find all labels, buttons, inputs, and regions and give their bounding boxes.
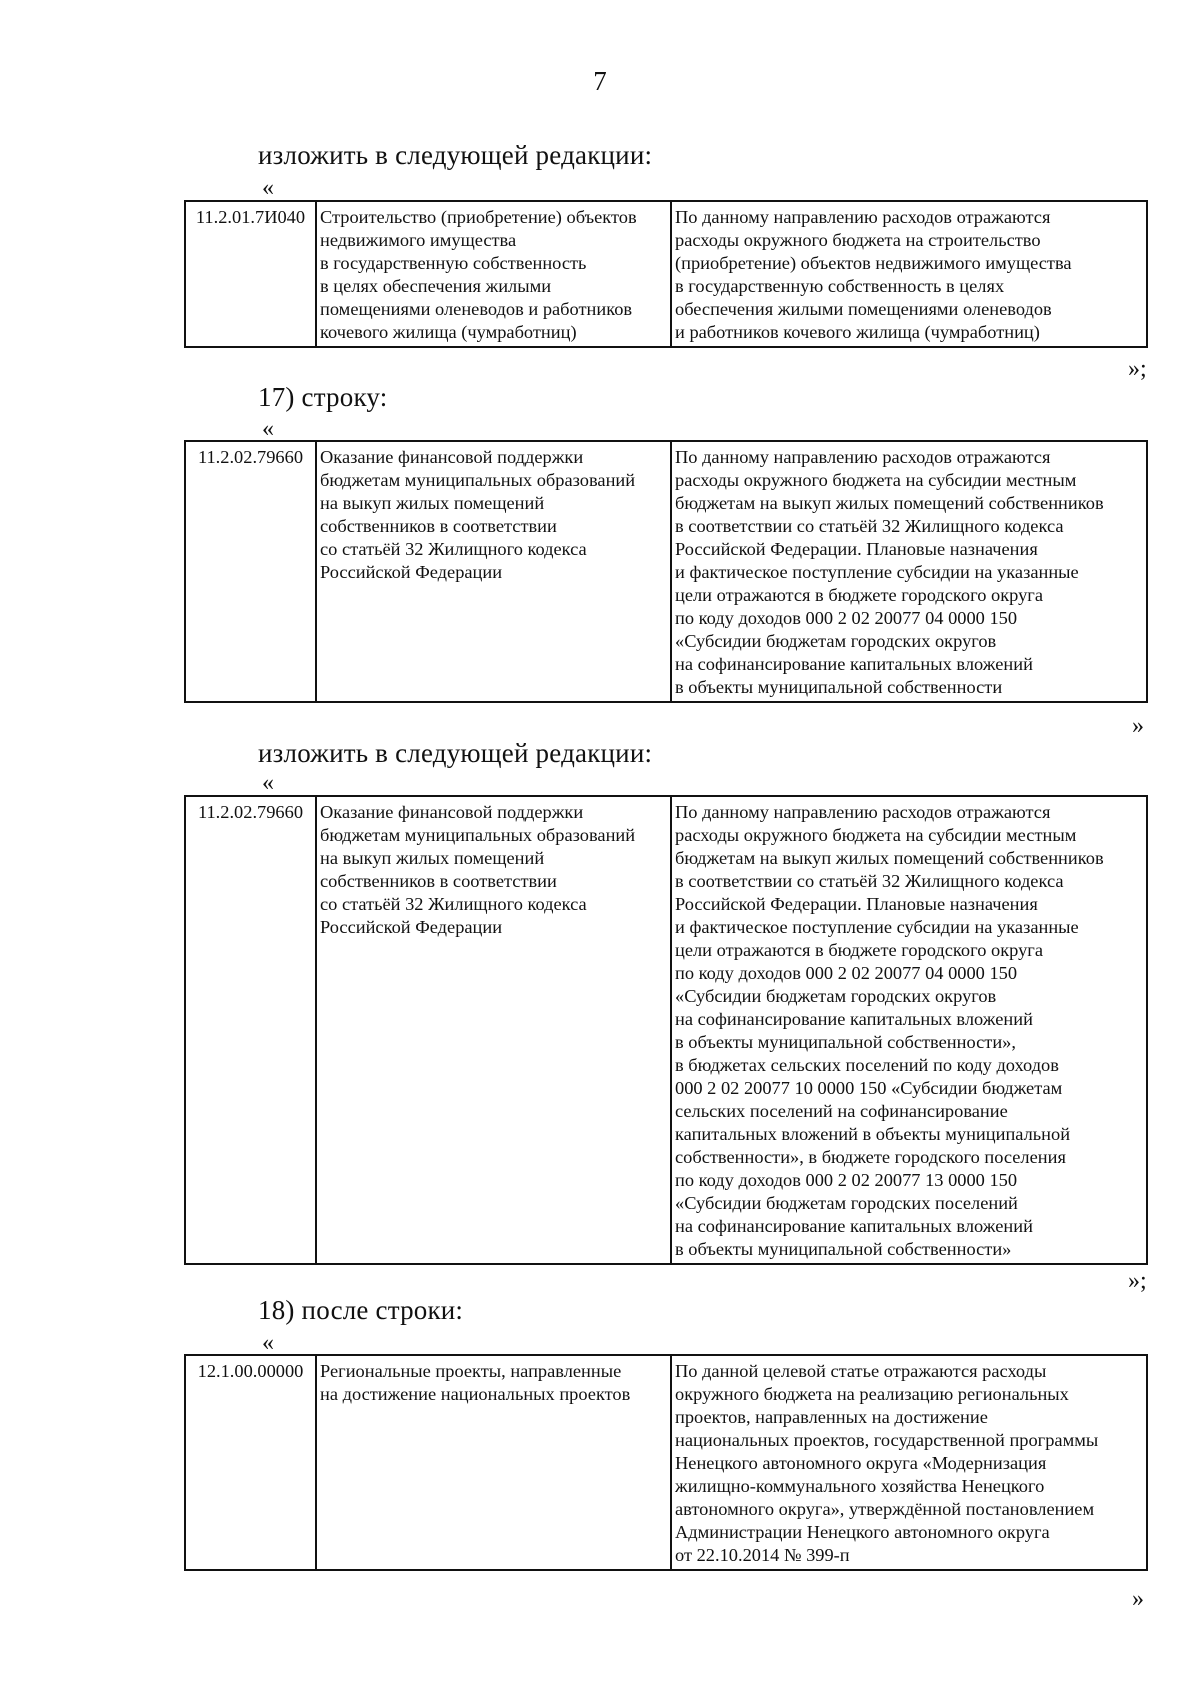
text-line: бюджетам муниципальных образований (320, 470, 636, 490)
text-line: на достижение национальных проектов (320, 1384, 631, 1404)
close-quote: »; (1128, 356, 1147, 382)
page-number: 7 (593, 66, 607, 96)
open-quote: « (262, 175, 274, 201)
text-line: со статьёй 32 Жилищного кодекса (320, 894, 587, 914)
code-cell: 11.2.02.79660 (185, 441, 316, 702)
close-quote: » (1132, 713, 1144, 739)
text-line: на выкуп жилых помещений (320, 493, 545, 513)
text-line: окружного бюджета на реализацию региональных (675, 1384, 1069, 1404)
text-line: недвижимого имущества (320, 230, 517, 250)
text-line: Российской Федерации. Плановые назначения (675, 894, 1038, 914)
table-row-11-2-02-79660-old (184, 440, 1148, 703)
text-line: расходы окружного бюджета на строительство (675, 230, 1041, 250)
text-line: Оказание финансовой поддержки (320, 447, 584, 467)
text-line: цели отражаются в бюджете городского округа (675, 940, 1043, 960)
description-cell (671, 441, 1147, 702)
text-line: на софинансирование капитальных вложений (675, 654, 1033, 674)
text-line: и фактическое поступление субсидии на указанные (675, 917, 1079, 937)
table-row-11-2-02-79660-new (184, 795, 1148, 1265)
text-line: в государственную собственность в целях (675, 276, 1005, 296)
section-heading-item-18: 18) после строки: (258, 1295, 464, 1325)
text-line: со статьёй 32 Жилищного кодекса (320, 539, 587, 559)
text-line: расходы окружного бюджета на субсидии местным (675, 825, 1077, 845)
text-line: бюджетам муниципальных образований (320, 825, 636, 845)
text-line: в бюджетах сельских поселений по коду доходов (675, 1055, 1059, 1075)
text-line: «Субсидии бюджетам городских округов (675, 631, 997, 651)
text-line: на софинансирование капитальных вложений (675, 1009, 1033, 1029)
text-line: бюджетам на выкуп жилых помещений собственников (675, 848, 1104, 868)
text-line: По данной целевой статье отражаются расходы (675, 1361, 1047, 1381)
text-line: Российской Федерации (320, 917, 503, 937)
text-line: обеспечения жилыми помещениями оленеводов (675, 299, 1052, 319)
description-cell (671, 201, 1147, 347)
text-line: от 22.10.2014 № 399-п (675, 1545, 850, 1565)
text-line: бюджетам на выкуп жилых помещений собственников (675, 493, 1104, 513)
name-cell (316, 1355, 671, 1570)
text-line: капитальных вложений в объекты муниципальной (675, 1124, 1071, 1144)
text-line: Строительство (приобретение) объектов (320, 207, 637, 227)
text-line: в объекты муниципальной собственности» (675, 1239, 1012, 1259)
section-heading-new-wording-1: изложить в следующей редакции: (258, 140, 653, 170)
name-cell (316, 796, 671, 1264)
open-quote: « (262, 770, 274, 796)
text-line: сельских поселений на софинансирование (675, 1101, 1008, 1121)
open-quote: « (262, 416, 274, 442)
name-cell (316, 201, 671, 347)
text-line: «Субсидии бюджетам городских поселений (675, 1193, 1018, 1213)
text-line: собственников в соответствии (320, 871, 557, 891)
table-row-11-2-01-7i040 (184, 200, 1148, 348)
description-cell (671, 1355, 1147, 1570)
code-cell: 12.1.00.00000 (185, 1355, 316, 1570)
text-line: жилищно-коммунального хозяйства Ненецкого (675, 1476, 1045, 1496)
text-line: цели отражаются в бюджете городского округа (675, 585, 1043, 605)
text-line: по коду доходов 000 2 02 20077 13 0000 150 (675, 1170, 1018, 1190)
text-line: в объекты муниципальной собственности (675, 677, 1003, 697)
close-quote: »; (1128, 1268, 1147, 1294)
code-cell: 11.2.01.7И040 (185, 201, 316, 347)
close-quote: » (1132, 1586, 1144, 1612)
text-line: по коду доходов 000 2 02 20077 04 0000 150 (675, 608, 1018, 628)
text-line: на софинансирование капитальных вложений (675, 1216, 1033, 1236)
text-line: автономного округа», утверждённой постановлением (675, 1499, 1095, 1519)
open-quote: « (262, 1330, 274, 1356)
text-line: проектов, направленных на достижение (675, 1407, 988, 1427)
text-line: собственности», в бюджете городского поселения (675, 1147, 1066, 1167)
text-line: Администрации Ненецкого автономного округа (675, 1522, 1050, 1542)
text-line: «Субсидии бюджетам городских округов (675, 986, 997, 1006)
description-cell (671, 796, 1147, 1264)
text-line: и работников кочевого жилища (чумработниц) (675, 322, 1040, 342)
text-line: 000 2 02 20077 10 0000 150 «Субсидии бюджетам (675, 1078, 1063, 1098)
text-line: Оказание финансовой поддержки (320, 802, 584, 822)
text-line: Ненецкого автономного округа «Модернизация (675, 1453, 1047, 1473)
code-cell: 11.2.02.79660 (185, 796, 316, 1264)
text-line: Российской Федерации. Плановые назначения (675, 539, 1038, 559)
section-heading-new-wording-2: изложить в следующей редакции: (258, 738, 653, 768)
text-line: в соответствии со статьёй 32 Жилищного кодекса (675, 516, 1064, 536)
text-line: в объекты муниципальной собственности», (675, 1032, 1016, 1052)
text-line: По данному направлению расходов отражаются (675, 447, 1051, 467)
text-line: расходы окружного бюджета на субсидии местным (675, 470, 1077, 490)
text-line: в целях обеспечения жилыми (320, 276, 552, 296)
text-line: Региональные проекты, направленные (320, 1361, 622, 1381)
name-cell (316, 441, 671, 702)
text-line: в государственную собственность (320, 253, 587, 273)
section-heading-item-17: 17) строку: (258, 382, 388, 412)
text-line: по коду доходов 000 2 02 20077 04 0000 150 (675, 963, 1018, 983)
text-line: в соответствии со статьёй 32 Жилищного кодекса (675, 871, 1064, 891)
text-line: (приобретение) объектов недвижимого имущества (675, 253, 1072, 273)
text-line: на выкуп жилых помещений (320, 848, 545, 868)
text-line: и фактическое поступление субсидии на указанные (675, 562, 1079, 582)
table-row-12-1-00-00000 (184, 1354, 1148, 1571)
text-line: Российской Федерации (320, 562, 503, 582)
text-line: собственников в соответствии (320, 516, 557, 536)
text-line: По данному направлению расходов отражаются (675, 802, 1051, 822)
text-line: национальных проектов, государственной программы (675, 1430, 1099, 1450)
text-line: помещениями оленеводов и работников (320, 299, 633, 319)
text-line: кочевого жилища (чумработниц) (320, 322, 577, 342)
text-line: По данному направлению расходов отражаются (675, 207, 1051, 227)
